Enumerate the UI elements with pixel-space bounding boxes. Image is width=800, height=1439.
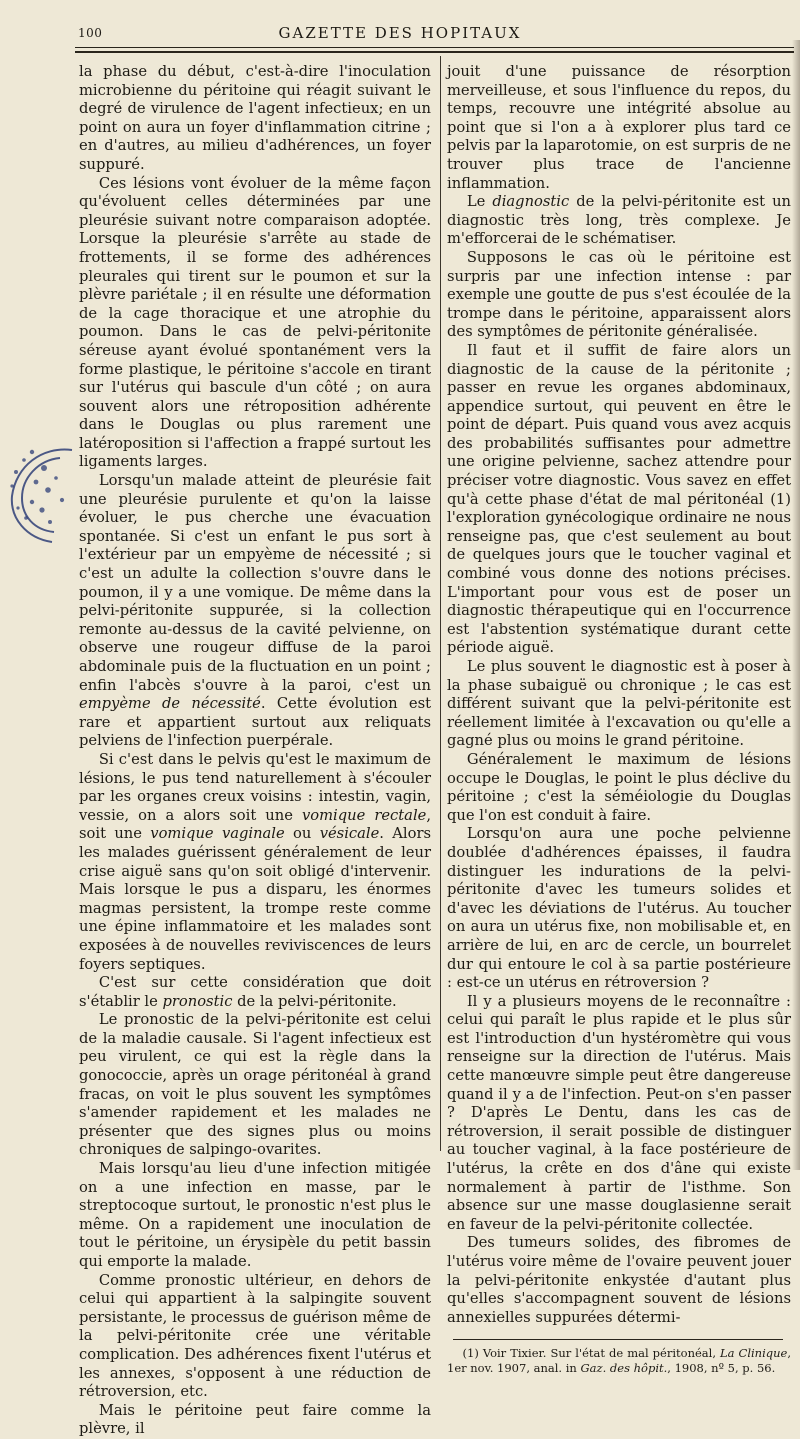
paragraph: Généralement le maximum de lésions occupe le Douglas, le point le plus déclive du péritoine ; c'est la séméiologie du Douglas que l'on est conduit à faire. xyxy=(447,750,791,824)
right-column xyxy=(447,63,791,1376)
footnote-rule xyxy=(453,1339,783,1340)
paragraph: Lorsqu'on aura une poche pelvienne doublée d'adhérences épaisses, il faudra distinguer les indurations de la pelvi-péritonite d'avec les tumeurs solides et d'avec les déviations de l'utérus. Au toucher on aura un utérus fixe, non mobilisable et, en arrière de lui, en arc de cercle, un bourrelet dur qui entoure le col à sa partie postérieure : est-ce un utérus en rétroversion ? xyxy=(447,825,791,992)
left-column xyxy=(79,63,431,1439)
column-divider xyxy=(440,56,441,1151)
header-rule xyxy=(75,47,794,48)
running-title: GAZETTE DES HOPITAUX xyxy=(278,24,522,42)
paragraph: Ces lésions vont évoluer de la même façon qu'évoluent celles déterminées par une pleurésie suivant notre comparaison adoptée. Lorsque la pleurésie s'arrête au stade de frottements, il se forme des adhérences pleurales qui tirent sur le poumon et sur la plèvre pariétale ; il en résulte une déformation de la cage thoracique et une atrophie du poumon. Dans le cas de pelvi-péritonite séreuse ayant évolué spontanément vers la forme plastique, le péritoine s'accole en tirant sur l'utérus qui bascule d'un côté ; on aura souvent alors une rétroposition adhérente dans le Douglas ou plus rarement une latéroposition si l'affection a frappé surtout les ligaments larges. xyxy=(79,174,431,471)
paragraph: Si c'est dans le pelvis qu'est le maximum de lésions, le pus tend naturellement à s'écouler par les organes creux voisins : intestin, vagin, vessie, on a alors soit une vomique rectale, soit une vomique vaginale ou vésicale. Alors les malades guérissent généralement de leur crise aiguë sans qu'on soit obligé d'intervenir. Mais lorsque le pus a disparu, les énormes magmas persistent, la trompe reste comme une épine inflammatoire et les malades sont exposées à de nouvelles reviviscences de leurs foyers septiques. xyxy=(79,750,432,973)
paragraph: Il faut et il suffit de faire alors un diagnostic de la cause de la péritonite ; passer en revue les organes abdominaux, appendice surtout, qui peuvent en être le point de départ. Puis quand vous avez acquis des probabilités suffisantes pour admettre une origine pelvienne, sachez attendre pour préciser votre diagnostic. Vous savez en effet qu'à cette phase d'état de mal péritonéal (1) l'exploration gynécologique ordinaire ne nous renseigne pas, que c'est seulement au bout de quelques jours que le toucher vaginal et combiné vous donne des notions précises. L'important pour vous est de poser un diagnostic thérapeutique qui en l'occurrence est l'abstention systématique durant cette période aiguë. xyxy=(447,341,791,657)
italic-term: vomique rectale xyxy=(301,806,427,824)
paragraph: Lorsqu'un malade atteint de pleurésie fait une pleurésie purulente et qu'on la laisse évoluer, le pus cherche une évacuation spontanée. Si c'est un enfant le pus sort à l'extérieur par un empyème de nécessité ; si c'est un adulte la collection s'ouvre dans le poumon, il y a une vomique. De même dans la pelvi-péritonite suppurée, si la collection remonte au-dessus de la cavité pelvienne, on observe une rougeur diffuse de la paroi abdominale puis de la fluctuation en un point ; enfin l'abcès s'ouvre à la paroi, c'est un empyème de nécessité. Cette évolution est rare et appartient surtout aux reliquats pelviens de l'infection puerpérale. xyxy=(79,472,432,750)
paragraph: Supposons le cas où le péritoine est surpris par une infection intense : par exemple une goutte de pus s'est écoulée de la trompe dans le péritoine, apparaissent alors des symptômes de péritonite généralisée. xyxy=(447,248,791,341)
italic-term: empyème de nécessité xyxy=(79,695,261,713)
paragraph: Le pronostic de la pelvi-péritonite est celui de la maladie causale. Si l'agent infectieux est peu virulent, ce qui est la règle dans la gonococcie, après un orage péritonéal à grand fracas, on voit le plus souvent les symptômes s'amender rapidement et les malades ne présenter que des signes plus ou moins chroniques de salpingo-ovarites. xyxy=(79,1011,431,1159)
paragraph: Des tumeurs solides, des fibromes de l'utérus voire même de l'ovaire peuvent jouer la pelvi-péritonite enkystée d'autant plus qu'elles s'accompagnent souvent de lésions annexielles suppurées détermi- xyxy=(447,1234,791,1326)
paragraph: Le plus souvent le diagnostic est à poser à la phase subaiguë ou chronique ; le cas est différent suivant que la pelvi-péritonite est réellement limitée à l'excavation ou qu'elle a gagné plus ou moins le grand péritoine. xyxy=(447,658,791,750)
paragraph: Mais lorsqu'au lieu d'une infection mitigée on a une infection en masse, par le streptocoque surtout, le pronostic n'est plus le même. On a rapidement une inoculation de tout le péritoine, un érysipèle du petit bassin qui emporte la malade. xyxy=(79,1160,431,1270)
italic-term: vomique vaginale xyxy=(150,825,285,843)
italic-term: pronostic xyxy=(162,992,233,1010)
page-number: 100 xyxy=(78,26,103,40)
header-rule-thick xyxy=(75,51,794,53)
footnote: (1) Voir Tixier. Sur l'état de mal péritonéal, La Clinique, 1er nov. 1907, anal. in Gaz. des hôpit., 1908, nº 5, p. 56. xyxy=(447,1346,791,1376)
italic-term: diagnostic xyxy=(492,193,570,211)
paragraph: jouit d'une puissance de résorption merveilleuse, et sous l'influence du repos, du temps, recouvre une intégrité absolue au point que si l'on a à explorer plus tard ce pelvis par la laparotomie, on est surpris de ne trouver plus trace de l'ancienne inflammation. xyxy=(447,63,791,192)
paragraph: la phase du début, c'est-à-dire l'inoculation microbienne du péritoine qui réagit suivant le degré de virulence de l'agent infectieux; en un point on aura un foyer d'inflammation citrine ; en d'autres, au milieu d'adhérences, un foyer suppuré. xyxy=(79,63,431,173)
paragraph: Mais le péritoine peut faire comme la plèvre, il xyxy=(79,1401,431,1438)
paragraph: C'est sur cette considération que doit s'établir le pronostic de la pelvi-péritonite. xyxy=(79,974,431,1010)
page-edge-shadow xyxy=(792,40,800,1170)
paragraph: Il y a plusieurs moyens de le reconnaître : celui qui paraît le plus rapide et le plus sûr est l'introduction d'un hystéromètre qui vous renseigne sur la direction de l'utérus. Mais cette manœuvre simple peut être dangereuse quand il y a de l'infection. Peut-on s'en passer ? D'après Le Dentu, dans les cas de rétroversion, il serait possible de distinguer au toucher vaginal, à la face postérieure de l'utérus, la crête en dos d'âne qui existe normalement à partir de l'isthme. Son absence sur une masse douglasienne serait en faveur de la pelvi-péritonite collectée. xyxy=(447,992,791,1233)
paragraph: Le diagnostic de la pelvi-péritonite est un diagnostic très long, très complexe. Je m'efforcerai de le schématiser. xyxy=(447,193,791,248)
library-stamp-icon xyxy=(2,438,84,548)
paragraph: Comme pronostic ultérieur, en dehors de celui qui appartient à la salpingite souvent persistante, le processus de guérison même de la pelvi-péritonite crée une véritable complication. Des adhérences fixent l'utérus et les annexes, s'opposent à une réduction de rétroversion, etc. xyxy=(79,1271,431,1401)
italic-term: vésicale xyxy=(319,825,380,843)
